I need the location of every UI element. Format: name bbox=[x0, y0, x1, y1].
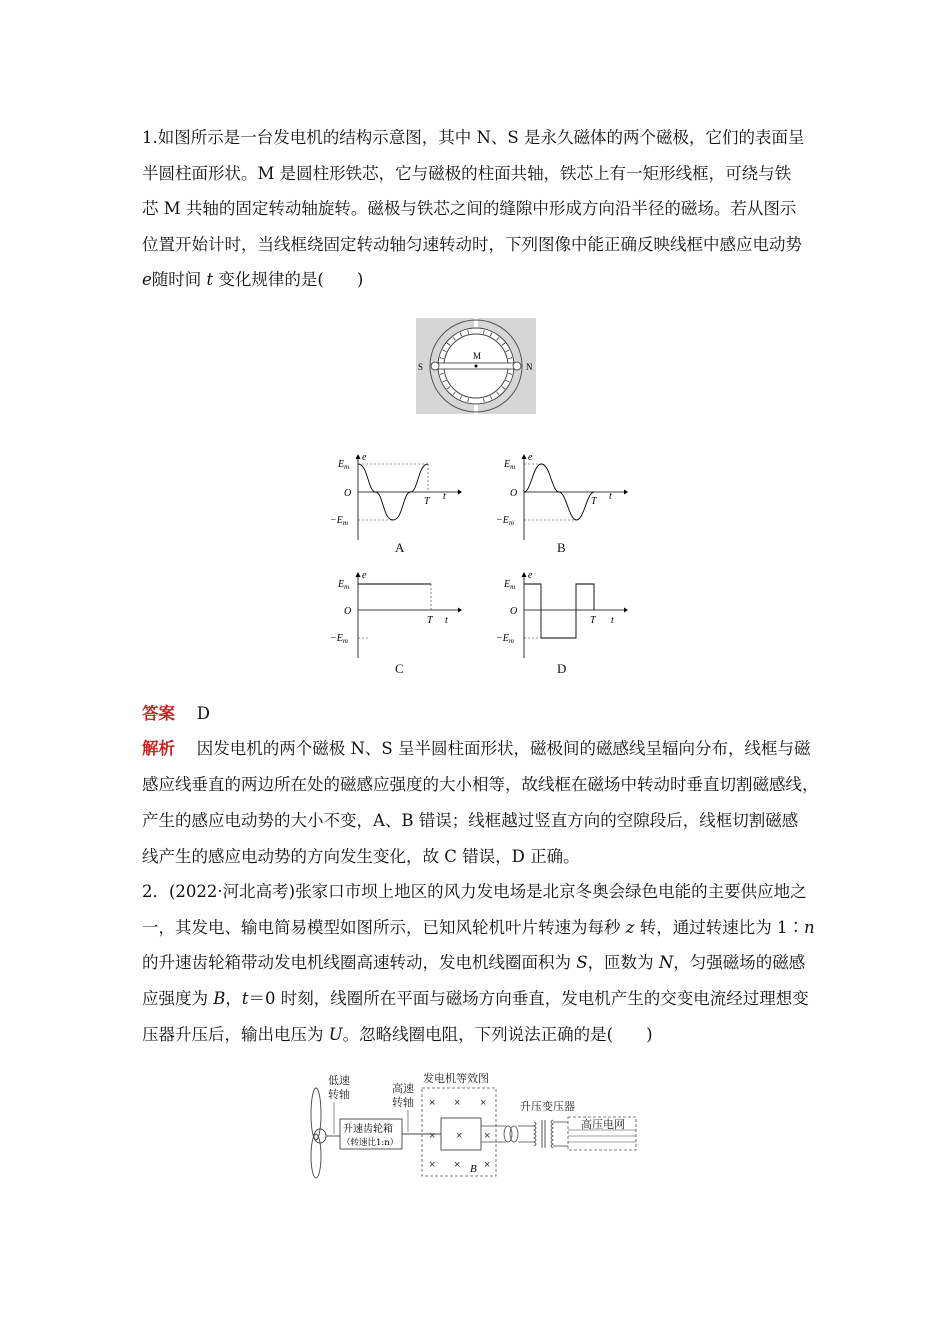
svg-text:−Em: $-E_m$ bbox=[496, 633, 514, 645]
svg-text:×: × bbox=[429, 1130, 436, 1142]
svg-text:高速: 高速 bbox=[392, 1082, 414, 1095]
option-b-label: B bbox=[557, 540, 566, 555]
svg-text:e: e bbox=[362, 452, 367, 463]
svg-text:B: B bbox=[470, 1163, 477, 1175]
svg-text:e: e bbox=[362, 570, 367, 581]
svg-text:Em: $E_m$ bbox=[504, 579, 516, 591]
svg-text:e: e bbox=[528, 570, 533, 581]
svg-text:T: T bbox=[590, 615, 596, 626]
svg-text:×: × bbox=[429, 1159, 436, 1171]
q1-line-4: 位置开始计时，当线框绕固定转动轴匀速转动时，下列图像中能正确反映线框中感应电动势 bbox=[142, 235, 802, 254]
svg-text:T: T bbox=[424, 496, 430, 507]
svg-text:转轴: 转轴 bbox=[328, 1088, 350, 1101]
q1-line-3: 芯 M 共轴的固定转动轴旋转。磁极与铁芯之间的缝隙中形成方向沿半径的磁场。若从图示 bbox=[142, 199, 797, 218]
answer-line: 答案 D bbox=[142, 704, 210, 723]
svg-text:O: O bbox=[510, 488, 518, 499]
pole-label-N: N bbox=[526, 362, 533, 372]
svg-text:×: × bbox=[456, 1130, 463, 1142]
svg-text:t: t bbox=[609, 491, 612, 502]
svg-text:低速: 低速 bbox=[328, 1074, 350, 1087]
svg-text:Em: $E_m$ bbox=[338, 579, 350, 591]
svg-text:×: × bbox=[454, 1097, 461, 1109]
q2-line-4: 应强度为 B，t＝0 时刻，线圈所在平面与磁场方向垂直，发电机产生的交变电流经过理想变 bbox=[142, 989, 809, 1008]
graph-option-d bbox=[496, 570, 628, 660]
svg-text:T: T bbox=[591, 496, 597, 507]
core-label-M: M bbox=[473, 351, 482, 361]
graph-option-a bbox=[330, 452, 462, 542]
graph-option-b bbox=[496, 452, 628, 542]
svg-text:−Em: $-E_m$ bbox=[330, 633, 348, 645]
analysis-line-2: 感应线垂直的两边所在处的磁感应强度的大小相等，故线框在磁场中转动时垂直切割磁感线， bbox=[142, 775, 819, 794]
svg-text:转轴: 转轴 bbox=[392, 1096, 414, 1109]
svg-text:T: T bbox=[427, 615, 433, 626]
q2-line-2: 一，其发电、输电简易模型如图所示，已知风轮机叶片转速为每秒 z 转，通过转速比为 1∶n bbox=[142, 918, 815, 937]
svg-text:Em: $E_m$ bbox=[338, 459, 350, 471]
svg-text:Em: $E_m$ bbox=[504, 459, 516, 471]
analysis-line-1: 解析 因发电机的两个磁极 N、S 呈半圆柱面形状，磁极间的磁感线呈辐向分布，线框与磁 bbox=[142, 739, 811, 758]
option-d-label: D bbox=[557, 661, 567, 676]
option-a-label: A bbox=[395, 540, 405, 555]
svg-text:×: × bbox=[454, 1159, 461, 1171]
svg-text:−Em: $-E_m$ bbox=[330, 515, 348, 527]
svg-text:升速齿轮箱: 升速齿轮箱 bbox=[343, 1124, 393, 1135]
analysis-line-4: 线产生的感应电动势的方向发生变化，故 C 错误，D 正确。 bbox=[142, 847, 580, 866]
wind-power-diagram bbox=[306, 1070, 646, 1185]
graph-option-c bbox=[330, 570, 462, 660]
q1-line-1: 1.如图所示是一台发电机的结构示意图，其中 N、S 是永久磁体的两个磁极，它们的表面呈 bbox=[142, 128, 805, 147]
generator-structure-figure bbox=[416, 318, 536, 414]
svg-text:（转速比1:n）: （转速比1:n） bbox=[342, 1138, 399, 1148]
svg-text:×: × bbox=[480, 1097, 487, 1109]
svg-text:×: × bbox=[484, 1130, 491, 1142]
svg-text:t: t bbox=[611, 615, 614, 626]
q1-line-2: 半圆柱面形状。M 是圆柱形铁芯，它与磁极的柱面共轴，铁芯上有一矩形线框，可绕与铁 bbox=[142, 164, 792, 183]
svg-text:O: O bbox=[344, 606, 352, 617]
q2-line-1: 2．(2022·河北高考)张家口市坝上地区的风力发电场是北京冬奥会绿色电能的主要供应地之 bbox=[142, 882, 807, 901]
svg-text:−Em: $-E_m$ bbox=[496, 515, 514, 527]
pole-label-S: S bbox=[418, 362, 424, 372]
svg-text:高压电网: 高压电网 bbox=[581, 1118, 625, 1131]
analysis-line-3: 产生的感应电动势的大小不变，A、B 错误；线框越过竖直方向的空隙段后，线框切割磁感 bbox=[142, 811, 799, 830]
svg-text:升压变压器: 升压变压器 bbox=[520, 1100, 575, 1113]
svg-text:×: × bbox=[429, 1097, 436, 1109]
svg-text:O: O bbox=[344, 488, 352, 499]
option-c-label: C bbox=[395, 661, 404, 676]
svg-text:t: t bbox=[443, 491, 446, 502]
svg-text:t: t bbox=[445, 615, 448, 626]
svg-text:×: × bbox=[484, 1159, 491, 1171]
svg-text:发电机等效图: 发电机等效图 bbox=[423, 1072, 489, 1085]
svg-text:O: O bbox=[510, 606, 518, 617]
q1-line-5: e随时间 t 变化规律的是( ) bbox=[142, 270, 364, 289]
svg-text:e: e bbox=[528, 452, 533, 463]
q2-line-3: 的升速齿轮箱带动发电机线圈高速转动，发电机线圈面积为 S，匝数为 N，匀强磁场的磁感 bbox=[142, 953, 806, 972]
q2-line-5: 压器升压后，输出电压为 U。忽略线圈电阻，下列说法正确的是( ) bbox=[142, 1025, 653, 1044]
